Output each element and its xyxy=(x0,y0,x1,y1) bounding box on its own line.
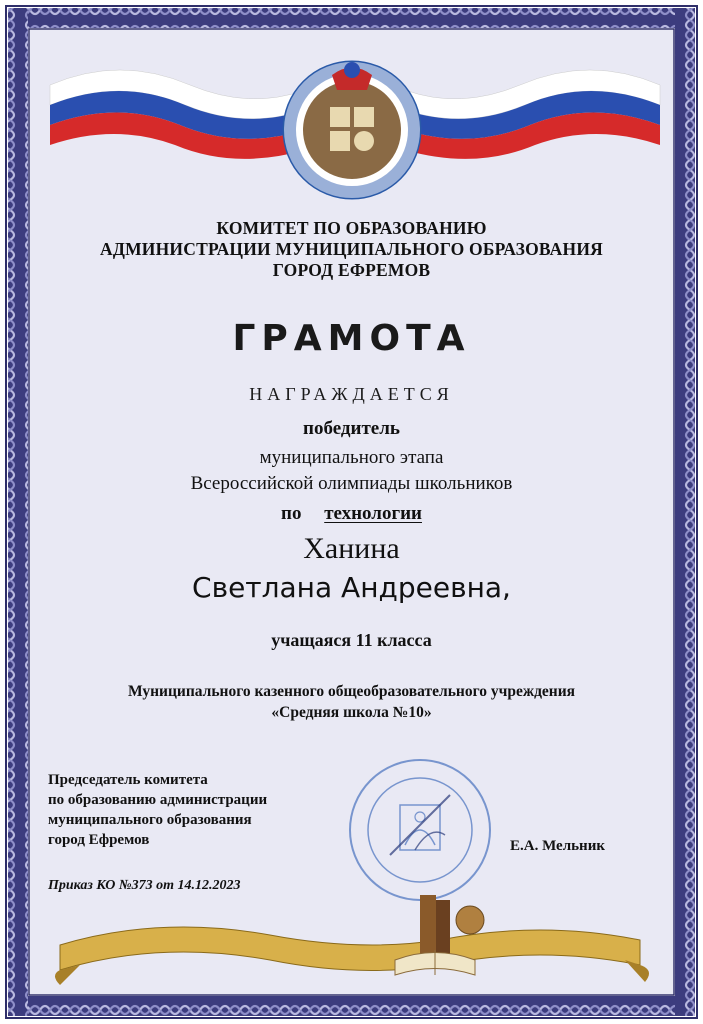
committee-line-1: КОМИТЕТ ПО ОБРАЗОВАНИЮ xyxy=(216,218,487,238)
recipient-surname: Ханина xyxy=(303,532,400,565)
chairman-line-1: Председатель комитета xyxy=(48,772,208,788)
chairman-title xyxy=(48,770,267,850)
order-reference: Приказ КО №373 от 14.12.2023 xyxy=(48,878,241,893)
chairman-line-2: по образованию администрации xyxy=(48,792,268,808)
stage-label: муниципального этапа xyxy=(259,447,444,468)
committee-line-2: АДМИНИСТРАЦИИ МУНИЦИПАЛЬНОГО ОБРАЗОВАНИЯ xyxy=(100,239,603,259)
recipient-grade: учащаяся 11 класса xyxy=(271,630,432,650)
subject-row xyxy=(0,503,703,525)
subject-name: технологии xyxy=(324,503,422,524)
recipient-name: Светлана Андреевна, xyxy=(192,571,511,604)
chairman-line-3: муниципального образования xyxy=(48,812,252,828)
school-line-1: Муниципального казенного общеобразовательного учреждения xyxy=(127,683,576,700)
awarded-label: НАГРАЖДАЕТСЯ xyxy=(249,384,454,404)
committee-header xyxy=(0,218,703,281)
committee-line-3: ГОРОД ЕФРЕМОВ xyxy=(272,260,431,280)
subject-prefix: по xyxy=(281,503,302,524)
gold-ribbon xyxy=(40,890,660,990)
olympiad-emblem xyxy=(272,45,432,205)
certificate-title: ГРАМОТА xyxy=(232,318,471,359)
school-line-2: «Средняя школа №10» xyxy=(271,704,432,721)
olympiad-label: Всероссийской олимпиады школьников xyxy=(190,473,513,494)
signer-name: Е.А. Мельник xyxy=(510,838,605,854)
official-stamp xyxy=(345,755,495,905)
chairman-line-4: город Ефремов xyxy=(48,832,150,848)
winner-label: победитель xyxy=(303,418,400,439)
